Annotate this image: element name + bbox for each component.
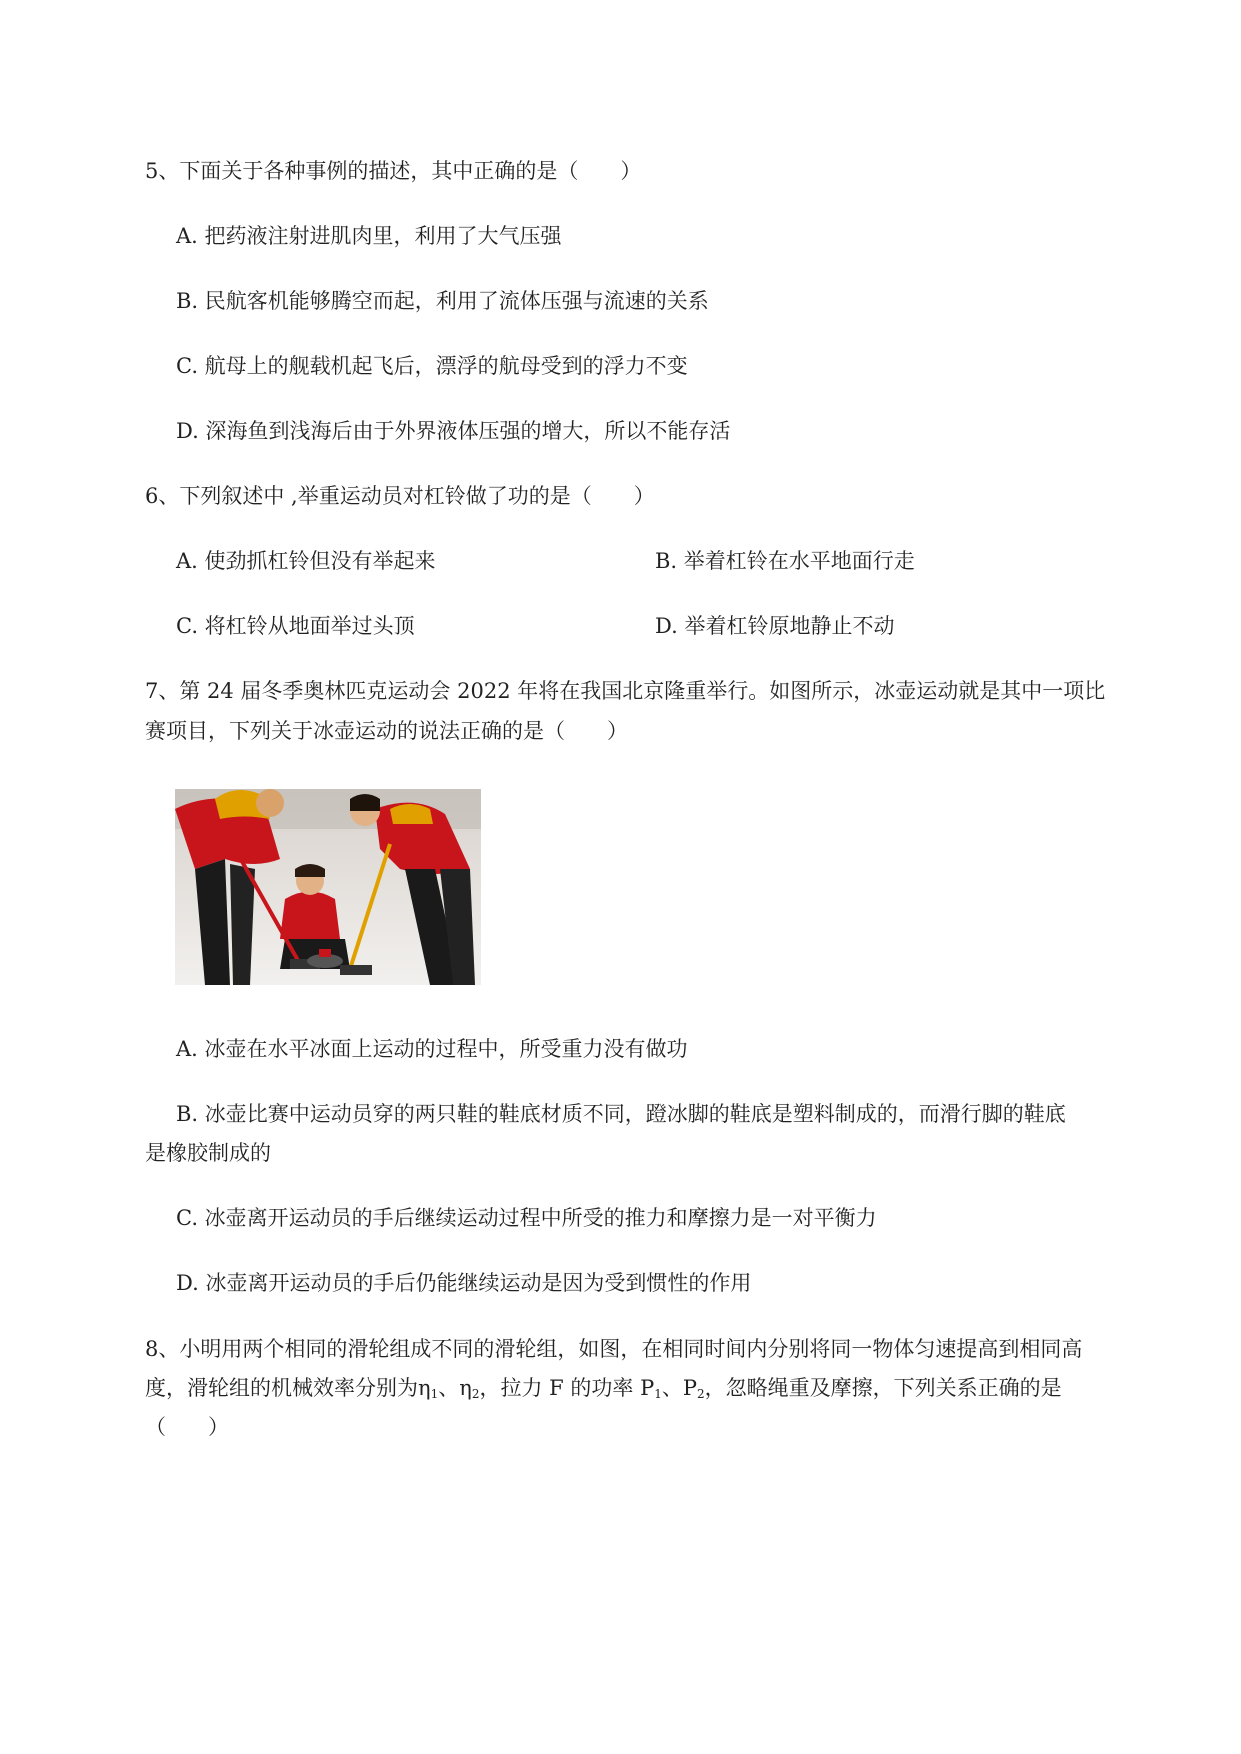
q7-option-c: C. 冰壶离开运动员的手后继续运动过程中所受的推力和摩擦力是一对平衡力 — [176, 1206, 877, 1230]
q6-option-c: C. 将杠铃从地面举过头顶 — [176, 614, 415, 638]
q6-option-a: A. 使劲抓杠铃但没有举起来 — [176, 549, 436, 573]
q5-option-c: C. 航母上的舰载机起飞后，漂浮的航母受到的浮力不变 — [176, 354, 688, 378]
q7-option-b-line2: 是橡胶制成的 — [145, 1141, 271, 1165]
q7-option-d: D. 冰壶离开运动员的手后仍能继续运动是因为受到惯性的作用 — [176, 1271, 752, 1295]
q6-option-d: D. 举着杠铃原地静止不动 — [655, 614, 895, 638]
q5-stem: 5、下面关于各种事例的描述，其中正确的是（ ） — [145, 159, 642, 183]
q8-stem-line2: 度，滑轮组的机械效率分别为$\eta_1$、$\eta_2$，拉力 F 的功率 $P_1$、$P_2$，忽略绳重及摩擦，下列关系正确的是 — [145, 1376, 1062, 1401]
q7-option-b-line1: B. 冰壶比赛中运动员穿的两只鞋的鞋底材质不同，蹬冰脚的鞋底是塑料制成的，而滑行脚的鞋底 — [176, 1102, 1066, 1126]
q8-stem-line1: 8、小明用两个相同的滑轮组成不同的滑轮组，如图，在相同时间内分别将同一物体匀速提高到相同高 — [145, 1337, 1083, 1361]
q7-stem-line1: 7、第 24 届冬季奥林匹克运动会 2022 年将在我国北京隆重举行。如图所示，冰壶运动就是其中一项比 — [145, 679, 1106, 703]
q8-stem-line3: （ ） — [145, 1415, 229, 1439]
q5-option-b: B. 民航客机能够腾空而起，利用了流体压强与流速的关系 — [176, 289, 709, 313]
q6-stem: 6、下列叙述中 ,举重运动员对杠铃做了功的是（ ） — [145, 484, 655, 508]
q7-stem-line2: 赛项目，下列关于冰壶运动的说法正确的是（ ） — [145, 719, 628, 743]
q6-option-b: B. 举着杠铃在水平地面行走 — [655, 549, 915, 573]
q5-option-a: A. 把药液注射进肌肉里，利用了大气压强 — [176, 224, 562, 248]
q7-option-a: A. 冰壶在水平冰面上运动的过程中，所受重力没有做功 — [176, 1037, 688, 1061]
curling-photo — [175, 789, 481, 985]
q5-option-d: D. 深海鱼到浅海后由于外界液体压强的增大，所以不能存活 — [176, 419, 731, 443]
